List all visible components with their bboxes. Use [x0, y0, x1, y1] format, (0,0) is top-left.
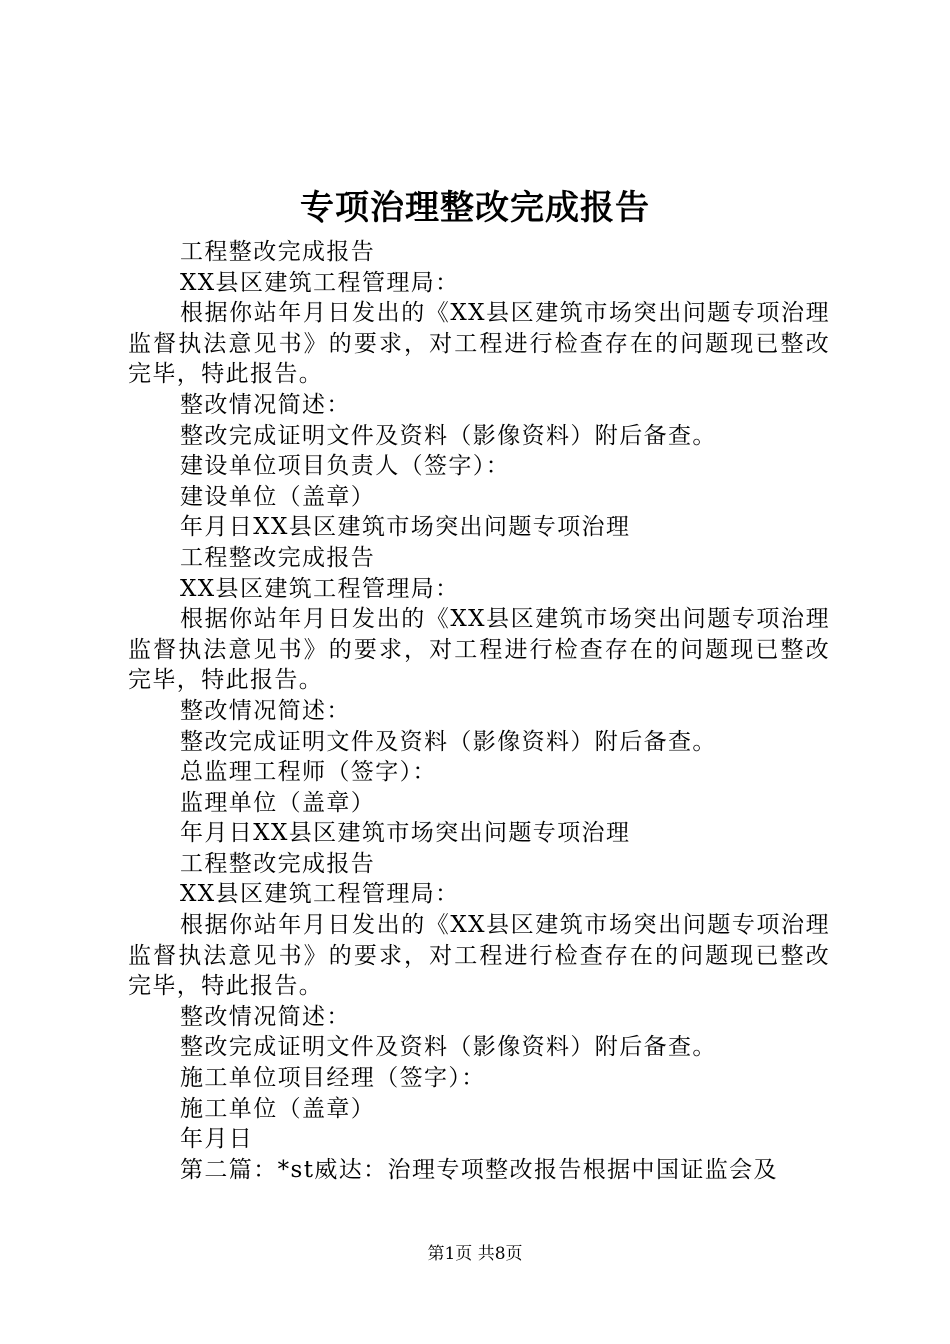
paragraph: 年月日XX县区建筑市场突出问题专项治理: [180, 820, 631, 847]
paragraph: 根据你站年月日发出的《XX县区建筑市场突出问题专项治理监督执法意见书》的要求，对工程进行检查存在的问题现已整改完毕，特此报告。: [128, 606, 830, 694]
paragraph: 总监理工程师（签字）：: [180, 759, 437, 786]
paragraph: 施工单位项目经理（签字）：: [180, 1065, 486, 1092]
paragraph: 整改完成证明文件及资料（影像资料）附后备查。: [180, 1034, 717, 1061]
paragraph: 整改情况简述：: [180, 391, 351, 418]
document-title: 专项治理整改完成报告: [300, 188, 650, 228]
paragraph: 施工单位（盖章）: [180, 1095, 376, 1122]
paragraph: XX县区建筑工程管理局：: [180, 269, 460, 296]
paragraph: 年月日XX县区建筑市场突出问题专项治理: [180, 514, 631, 541]
paragraph: 第二篇：*st威达：治理专项整改报告根据中国证监会及: [180, 1156, 778, 1183]
paragraph: 工程整改完成报告: [180, 544, 376, 571]
page-footer: 第1页 共8页: [427, 1244, 523, 1264]
paragraph: 整改完成证明文件及资料（影像资料）附后备查。: [180, 728, 717, 755]
paragraph: 监理单位（盖章）: [180, 789, 376, 816]
paragraph: 建设单位项目负责人（签字）：: [180, 453, 511, 480]
paragraph: 根据你站年月日发出的《XX县区建筑市场突出问题专项治理监督执法意见书》的要求，对工程进行检查存在的问题现已整改完毕，特此报告。: [128, 912, 830, 1000]
paragraph: 根据你站年月日发出的《XX县区建筑市场突出问题专项治理监督执法意见书》的要求，对工程进行检查存在的问题现已整改完毕，特此报告。: [128, 300, 830, 388]
document-body: [128, 237, 830, 1185]
paragraph: 年月日: [180, 1126, 254, 1153]
paragraph: 整改完成证明文件及资料（影像资料）附后备查。: [180, 422, 717, 449]
paragraph: 工程整改完成报告: [180, 850, 376, 877]
paragraph: XX县区建筑工程管理局：: [180, 881, 460, 908]
paragraph: 整改情况简述：: [180, 697, 351, 724]
paragraph: 整改情况简述：: [180, 1003, 351, 1030]
paragraph: 建设单位（盖章）: [180, 483, 376, 510]
paragraph: XX县区建筑工程管理局：: [180, 575, 460, 602]
paragraph: 工程整改完成报告: [180, 239, 376, 265]
